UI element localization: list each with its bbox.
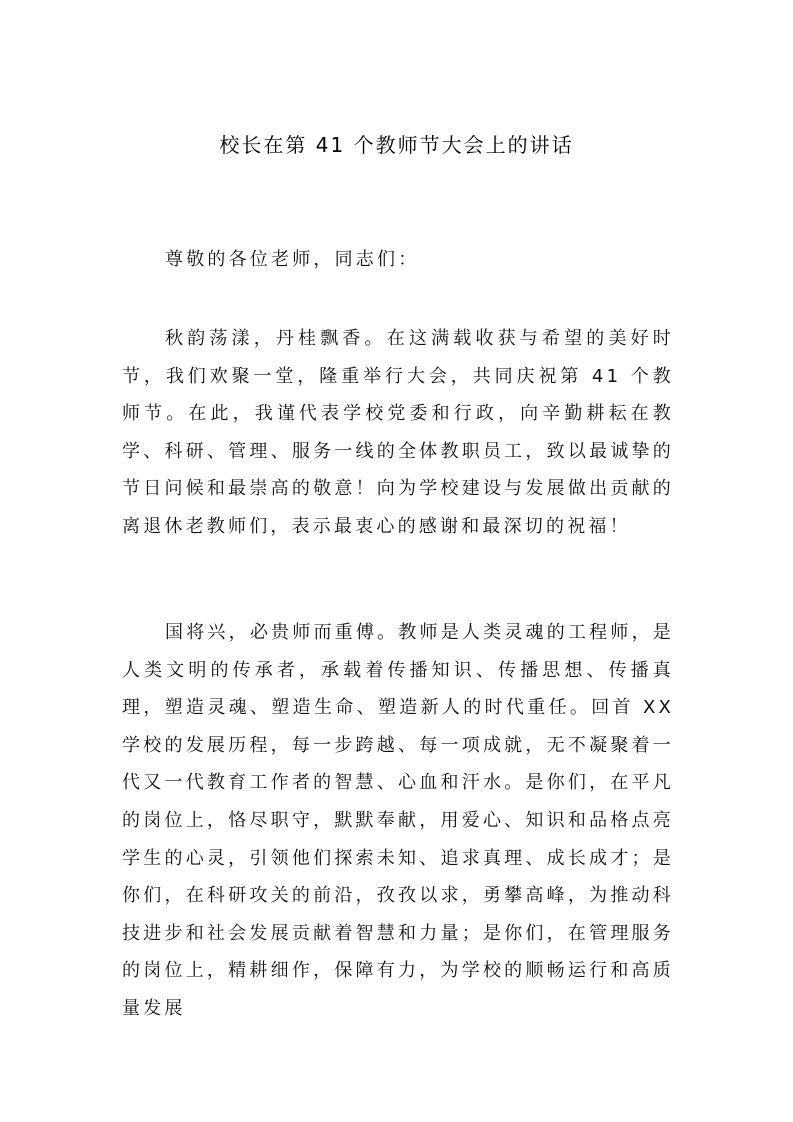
salutation-text: 尊敬的各位老师，同志们： <box>165 249 420 270</box>
paragraph-text: 国将兴，必贵师而重傅。教师是人类灵魂的工程师，是人类文明的传承者，承载着传播知识、传播思想、传播真理，塑造灵魂、塑造生命、塑造新人的时代重任。回首 XX 学校的发展历程，每一步跨越、每一项成就，无不凝聚着一代又一代教育工作者的智慧、心血和汗水。是你们，在平凡的岗位上，恪尽职守，默默奉献，用爱心、知识和品格点亮学生的心灵，引领他们探索未知、追求真理、成长成才；是你们，在科研攻关的前沿，孜孜以求，勇攀高峰，为推动科技进步和社会发展贡献着智慧和力量；是你们，在管理服务的岗位上，精耕细作，保障有力，为学校的顺畅运行和高质量发展 <box>122 622 674 1019</box>
paragraph-text: 秋韵荡漾，丹桂飘香。在这满载收获与希望的美好时节，我们欢聚一堂，隆重举行大会，共同庆祝第 41 个教师节。在此，我谨代表学校党委和行政，向辛勤耕耘在教学、科研、管理、服务一线的全体教职员工，致以最诚挚的节日问候和最崇高的敬意！向为学校建设与发展做出贡献的离退休老教师们，表示最衷心的感谢和最深切的祝福！ <box>122 328 674 537</box>
salutation <box>122 241 674 279</box>
paragraph-1 <box>122 320 674 546</box>
paragraph-2 <box>122 614 674 1028</box>
document-title: 校长在第 41 个教师节大会上的讲话 <box>219 133 574 157</box>
